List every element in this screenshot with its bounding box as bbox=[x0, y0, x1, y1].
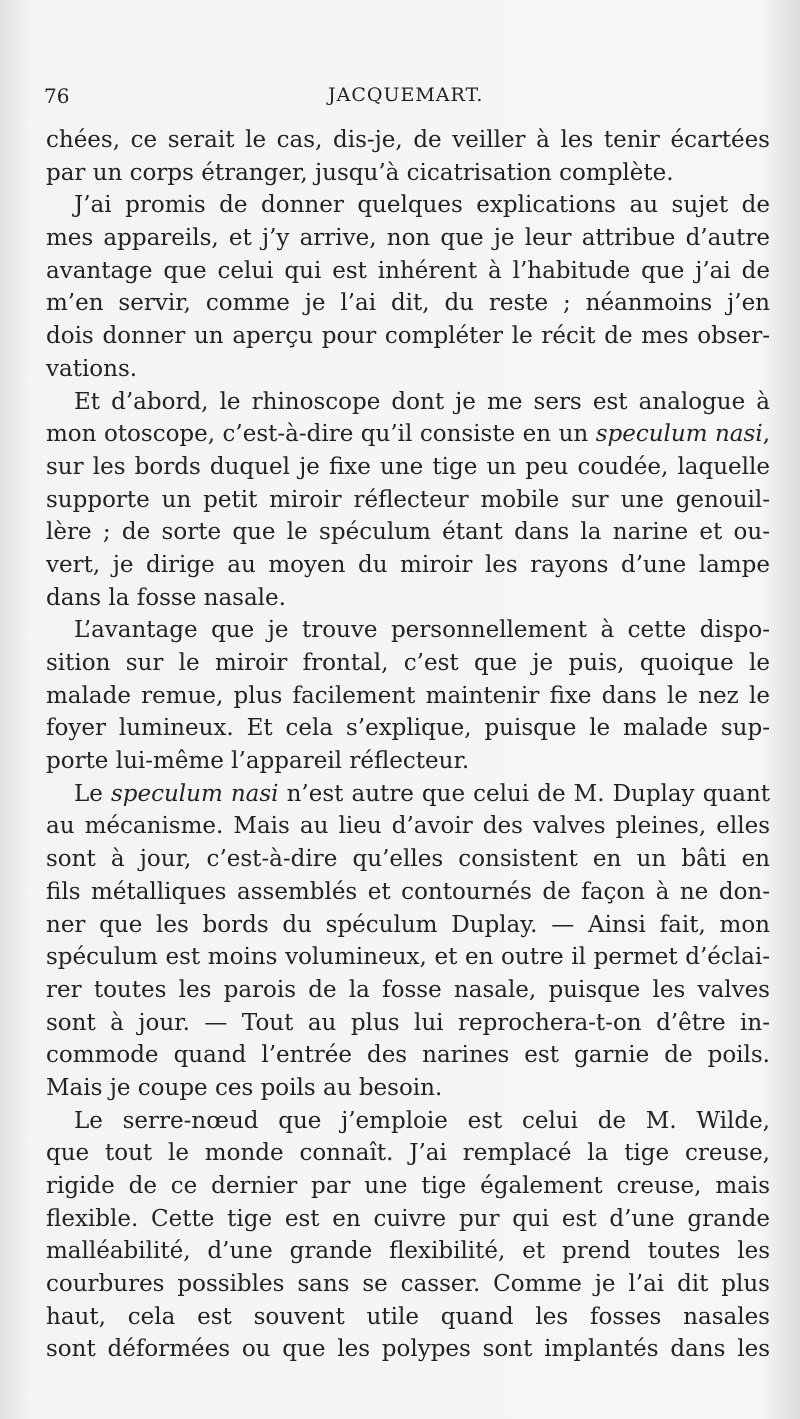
text-span: flexible. Cette tige est en cuivre pur qui est d’une grande bbox=[46, 1205, 770, 1232]
text-line bbox=[46, 1007, 770, 1040]
text-span: chées, ce serait le cas, dis-je, de veiller à les tenir écartées bbox=[46, 127, 770, 153]
text-span: sur les bords duquel je fixe une tige un peu coudée, laquelle bbox=[46, 453, 770, 480]
text-line bbox=[46, 353, 770, 386]
text-line bbox=[46, 124, 770, 157]
text-span: avantage que celui qui est inhérent à l’habitude que j’ai de bbox=[46, 257, 770, 284]
text-line bbox=[46, 745, 770, 778]
text-span: Mais je coupe ces poils au besoin. bbox=[46, 1074, 443, 1101]
text-line bbox=[46, 712, 770, 745]
text-span: mon otoscope, c’est-à-dire qu’il consiste en un bbox=[46, 421, 596, 448]
text-line bbox=[46, 1301, 770, 1334]
text-span: J’ai promis de donner quelques explications au sujet de bbox=[74, 192, 770, 219]
text-line bbox=[46, 386, 770, 419]
text-span: lère ; de sorte que le spéculum étant dans la narine et ou- bbox=[46, 519, 770, 546]
text-line bbox=[46, 582, 770, 615]
text-span: sont à jour. — Tout au plus lui reprochera-t-on d’être in- bbox=[46, 1009, 770, 1036]
running-title: JACQUEMART. bbox=[328, 84, 484, 106]
text-span: porte lui-même l’appareil réflecteur. bbox=[46, 748, 470, 775]
text-line bbox=[46, 1137, 770, 1170]
text-line bbox=[46, 810, 770, 843]
text-line bbox=[46, 451, 770, 484]
text-line bbox=[46, 909, 770, 942]
text-span: , bbox=[762, 421, 770, 448]
text-line bbox=[46, 974, 770, 1007]
text-span: n’est autre que celui de M. Duplay quant bbox=[278, 780, 770, 807]
text-span: dans la fosse nasale. bbox=[46, 584, 286, 611]
text-span: sition sur le miroir frontal, c’est que je puis, quoique le bbox=[46, 650, 770, 676]
italic-text-span: speculum nasi bbox=[110, 780, 279, 807]
text-span: malade remue, plus facilement maintenir fixe dans le nez le bbox=[46, 682, 770, 709]
running-head bbox=[44, 84, 760, 114]
text-line bbox=[46, 157, 770, 190]
text-span: fils métalliques assemblés et contournés de façon à ne don- bbox=[46, 878, 770, 905]
text-span: m’en servir, comme je l’ai dit, du reste ; néanmoins j’en bbox=[46, 290, 770, 317]
text-span: mes appareils, et j’y arrive, non que je leur attribue d’autre bbox=[46, 225, 770, 252]
italic-text-span: speculum nasi bbox=[595, 421, 763, 448]
text-span: vations. bbox=[46, 355, 138, 382]
text-span: L’avantage que je trouve personnellement à cette dispo- bbox=[74, 617, 770, 644]
text-span: malléabilité, d’une grande flexibilité, et prend toutes les bbox=[46, 1238, 770, 1265]
text-line bbox=[46, 418, 770, 451]
text-span: spéculum est moins volumineux, et en outre il permet d’éclai- bbox=[46, 944, 770, 971]
text-span: au mécanisme. Mais au lieu d’avoir des valves pleines, elles bbox=[46, 813, 770, 840]
text-line bbox=[46, 516, 770, 549]
text-line bbox=[46, 614, 770, 647]
body-text bbox=[46, 124, 770, 1366]
text-span: supporte un petit miroir réflecteur mobile sur une genouil- bbox=[46, 486, 770, 513]
text-line bbox=[46, 941, 770, 974]
text-line bbox=[46, 1170, 770, 1203]
text-line bbox=[46, 876, 770, 909]
text-line bbox=[46, 1268, 770, 1301]
text-span: haut, cela est souvent utile quand les fosses nasales bbox=[46, 1303, 770, 1330]
text-span: rigide de ce dernier par une tige également creuse, mais bbox=[46, 1173, 770, 1199]
page-number: 76 bbox=[44, 84, 70, 108]
text-span: courbures possibles sans se casser. Comme je l’ai dit plus bbox=[46, 1271, 770, 1298]
text-line bbox=[46, 1039, 770, 1072]
text-line bbox=[46, 778, 770, 811]
text-line bbox=[46, 320, 770, 353]
text-line bbox=[46, 647, 770, 680]
text-line bbox=[46, 549, 770, 582]
text-line bbox=[46, 222, 770, 255]
text-line bbox=[46, 680, 770, 713]
text-span: commode quand l’entrée des narines est garnie de poils. bbox=[46, 1042, 770, 1069]
text-span: dois donner un aperçu pour compléter le récit de mes obser- bbox=[46, 323, 770, 350]
text-line bbox=[46, 255, 770, 288]
text-span: ner que les bords du spéculum Duplay. — Ainsi fait, mon bbox=[46, 911, 770, 938]
text-line bbox=[46, 1105, 770, 1138]
text-span: sont déformées ou que les polypes sont implantés dans les bbox=[46, 1336, 770, 1363]
text-span: vert, je dirige au moyen du miroir les rayons d’une lampe bbox=[46, 551, 770, 578]
text-line bbox=[46, 484, 770, 517]
text-line bbox=[46, 1333, 770, 1366]
text-span: Le bbox=[74, 780, 111, 807]
text-line bbox=[46, 287, 770, 320]
text-span: Et d’abord, le rhinoscope dont je me sers est analogue à bbox=[74, 388, 770, 415]
text-line bbox=[46, 1072, 770, 1105]
text-span: sont à jour, c’est-à-dire qu’elles consistent en un bâti en bbox=[46, 846, 770, 873]
text-span: foyer lumineux. Et cela s’explique, puisque le malade sup- bbox=[46, 715, 770, 742]
text-span: rer toutes les parois de la fosse nasale, puisque les valves bbox=[46, 976, 770, 1003]
text-span: par un corps étranger, jusqu’à cicatrisation complète. bbox=[46, 159, 674, 186]
text-line bbox=[46, 189, 770, 222]
text-line bbox=[46, 1203, 770, 1236]
text-line bbox=[46, 1235, 770, 1268]
text-span: que tout le monde connaît. J’ai remplacé la tige creuse, bbox=[46, 1140, 770, 1167]
text-span: Le serre-nœud que j’emploie est celui de M. Wilde, bbox=[74, 1107, 770, 1134]
text-line bbox=[46, 843, 770, 876]
